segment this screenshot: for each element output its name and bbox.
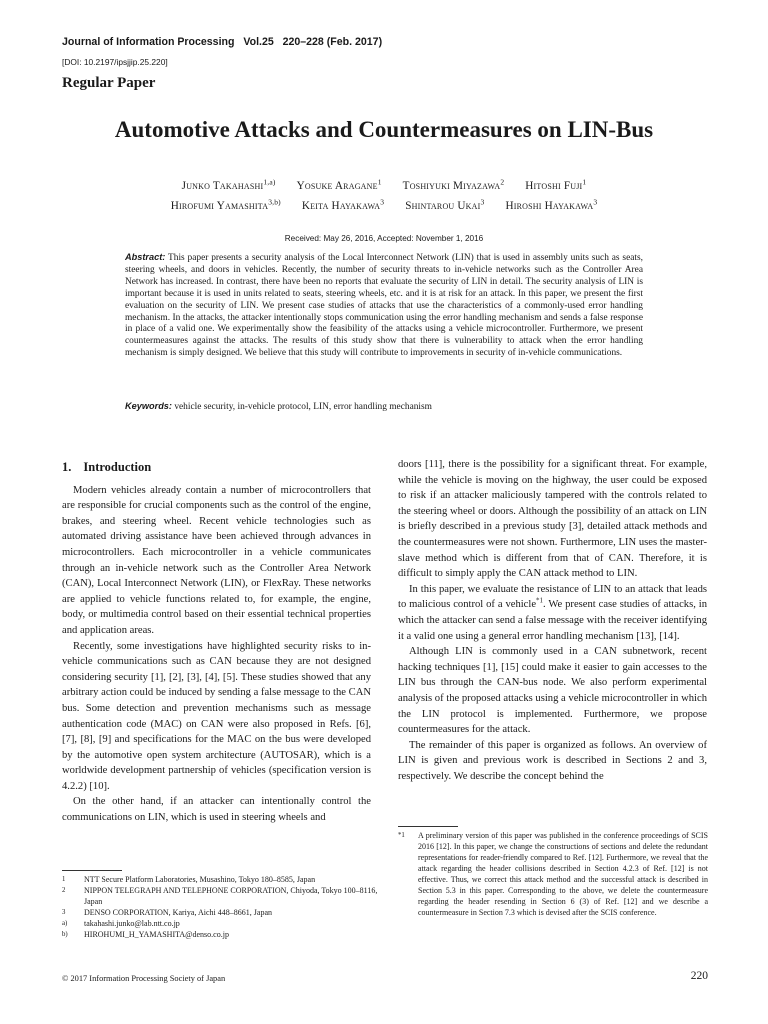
author: Junko Takahashi$^{1,a)}$ — [181, 177, 276, 192]
body-paragraph: The remainder of this paper is organized as follows. An overview of LIN is given and previous work is described in Sections 2 and 3, respectively. We describe the concept behind the — [398, 739, 707, 782]
footnote-mark: *1 — [398, 832, 405, 839]
paper-type: Regular Paper — [62, 75, 156, 91]
journal-name: Journal of Information Processing — [62, 36, 235, 48]
footnote: 3 DENSO CORPORATION, Kariya, Aichi 448–8661, Japan — [62, 908, 272, 917]
keywords-label: Keywords: — [125, 401, 172, 411]
body-paragraph: Although LIN is commonly used in a CAN subnetwork, recent hacking techniques [1], [15] could make it easier to gain accesses to the LIN bus through the CAN-bus node. We also perform experimental analysis of the proposed attacks using a vehicle microcontroller in which the LIN protocol is implemented. Furthermore, we propose countermeasures for the attack. — [398, 646, 707, 736]
author: Toshiyuki Miyazawa$^2$ — [402, 177, 505, 192]
footnote — [398, 830, 708, 918]
abstract-label: Abstract: — [125, 252, 166, 262]
author: Hirofumi Yamashita$^{3,b)}$ — [170, 197, 281, 212]
doi: [DOI: 10.2197/ipsjjip.25.220] — [62, 57, 168, 67]
section-number: 1. — [62, 460, 72, 474]
author: Yosuke Aragane$^1$ — [296, 177, 382, 192]
body-paragraph: Recently, some investigations have highlighted security risks to in-vehicle communications such as CAN because they are not designed considering security [1], [2], [3], [4], [5]. These studies showed that any arbitrary action could be induced by sending a false message to the CAN bus. Some detection and prevention mechanisms such as message authentication code (MAC) on CAN were also proposed in Refs. [6], [7], [8], [9] and specifications for the MAC on the bus were developed by the automotive open system architecture (AUTOSAR), which is a worldwide development partnership of vehicles (specification version is 4.2.2) [10]. — [62, 640, 371, 792]
section-heading — [62, 460, 371, 476]
section-title: Introduction — [83, 460, 152, 474]
journal-pages: 220–228 (Feb. 2017) — [282, 36, 383, 48]
keywords — [125, 401, 645, 412]
footnote: b) HIROHUMI_H_YAMASHITA@denso.co.jp — [62, 930, 229, 939]
paper-title: Automotive Attacks and Countermeasures on LIN-Bus — [114, 117, 654, 142]
abstract-text: This paper presents a security analysis of the Local Interconnect Network (LIN) that is used in assembly units such as seats, steering wheels, and doors in vehicles. Recently, the number of security threats to in-vehicle networks such as the Controller Area Network has increased. In contrast, there have been no reports that evaluate the security of LIN in detail. The security analysis of LIN is important because it is used in units related to seats, steering wheels, etc. and it is at risk for an attack. In this paper, we present the first evaluation on the security of LIN. We present case studies of attacks that use the characteristics of a commonly-used error handling mechanism. In the attacks, the attacker intentionally stops communication using the error handling mechanism and sends a false response in place of a valid one. We experimentally show the feasibility of the attacks using a vehicle microcontroller. Furthermore, we present countermeasures against the attacks. The results of this study show that there is vulnerability to attack when the error handling mechanism is simply designed. We believe that this study will contribute to improvements in security of in-vehicle communications. — [125, 253, 643, 359]
left-column — [62, 457, 371, 826]
footnote-rule — [398, 826, 458, 827]
author: Shintarou Ukai$^3$ — [405, 197, 485, 212]
body-paragraph: Modern vehicles already contain a number of microcontrollers that are responsible for crucial components such as the control of the engine, brakes, and steering wheel. Recent vehicle technologies such as automated driving assistance have been achieved through advances in microcontrollers. Each microcontroller in a vehicle communicates through an in-vehicle network such as the Controller Area Network (CAN), Local Interconnect Network (LIN), or FlexRay. These networks are applied to vehicle functions related to, for example, the engine, body, or multimedia control based on their essential technical properties and application areas. — [62, 484, 371, 636]
abstract — [125, 252, 643, 360]
body-paragraph: doors [11], there is the possibility for a significant threat. For example, while the vehicle is moving on the highway, the user could be exposed to risk if an attacker maliciously tampered with the controls related to the steering wheel or doors. Although the possibility of an attack on LIN is briefly described in a previous study [3], detailed attack methods and the countermeasures were not shown. Furthermore, LIN uses the master-slave method which is different from that of CAN. Therefore, it is difficult to simply apply the CAN attack method to LIN. — [398, 459, 707, 580]
author: Hiroshi Hayakawa$^3$ — [505, 197, 598, 212]
footnote: 1 NTT Secure Platform Laboratories, Musashino, Tokyo 180–8585, Japan — [62, 875, 316, 884]
footnote: 2 NIPPON TELEGRAPH AND TELEPHONE CORPORATION, Chiyoda, Tokyo 100–8116, Japan — [62, 886, 378, 906]
footnote-rule — [62, 870, 122, 871]
keywords-text: vehicle security, in-vehicle protocol, LIN, error handling mechanism — [174, 402, 432, 412]
footnote-text: A preliminary version of this paper was published in the conference proceedings of SCIS 2016 [12]. In this paper, we change the constructions of sections and delete the redundant representations for reader-friendly compared to Ref. [12]. Furthermore, we reveal that the attack regarding the header collisions described in Section 4.2.3 of Ref. [12] is not effective. Thus, we correct this attack method and the successful attack is described in Section 5.3 in this paper. Corresponding to the above, we delete the countermeasure regarding the header resending in Section 6 (3) of Ref. [12] and we describe a countermeasure in Section 7.3 which is devised after the SCIS conference. — [418, 831, 708, 917]
affiliation-footnotes — [62, 874, 382, 940]
author-list — [0, 197, 768, 212]
journal-header — [62, 36, 382, 48]
received-dates: Received: May 26, 2016, Accepted: November 1, 2016 — [284, 234, 484, 243]
author: Hitoshi Fuji$^1$ — [525, 177, 587, 192]
author: Keita Hayakawa$^3$ — [301, 197, 385, 212]
footnote: a) takahashi.junko@lab.ntt.co.jp — [62, 919, 180, 928]
copyright: © 2017 Information Processing Society of Japan — [62, 974, 226, 983]
right-column — [398, 457, 707, 784]
body-paragraph: On the other hand, if an attacker can intentionally control the communications on LIN, which is used in steering wheels and — [62, 796, 371, 824]
footnote-ref: *1 — [536, 596, 544, 605]
journal-volume: Vol.25 — [243, 36, 274, 48]
body-paragraph: In this paper, we evaluate the resistance of LIN to an attack that leads to malicious control of a vehicle$^{*1}$. We present case studies of attacks, in which the attacker can send a false message with the receiver identifying it a valid one using a general error handling mechanism [13], [14]. — [398, 583, 707, 642]
author-list — [0, 177, 768, 192]
page-number: 220 — [690, 970, 708, 982]
